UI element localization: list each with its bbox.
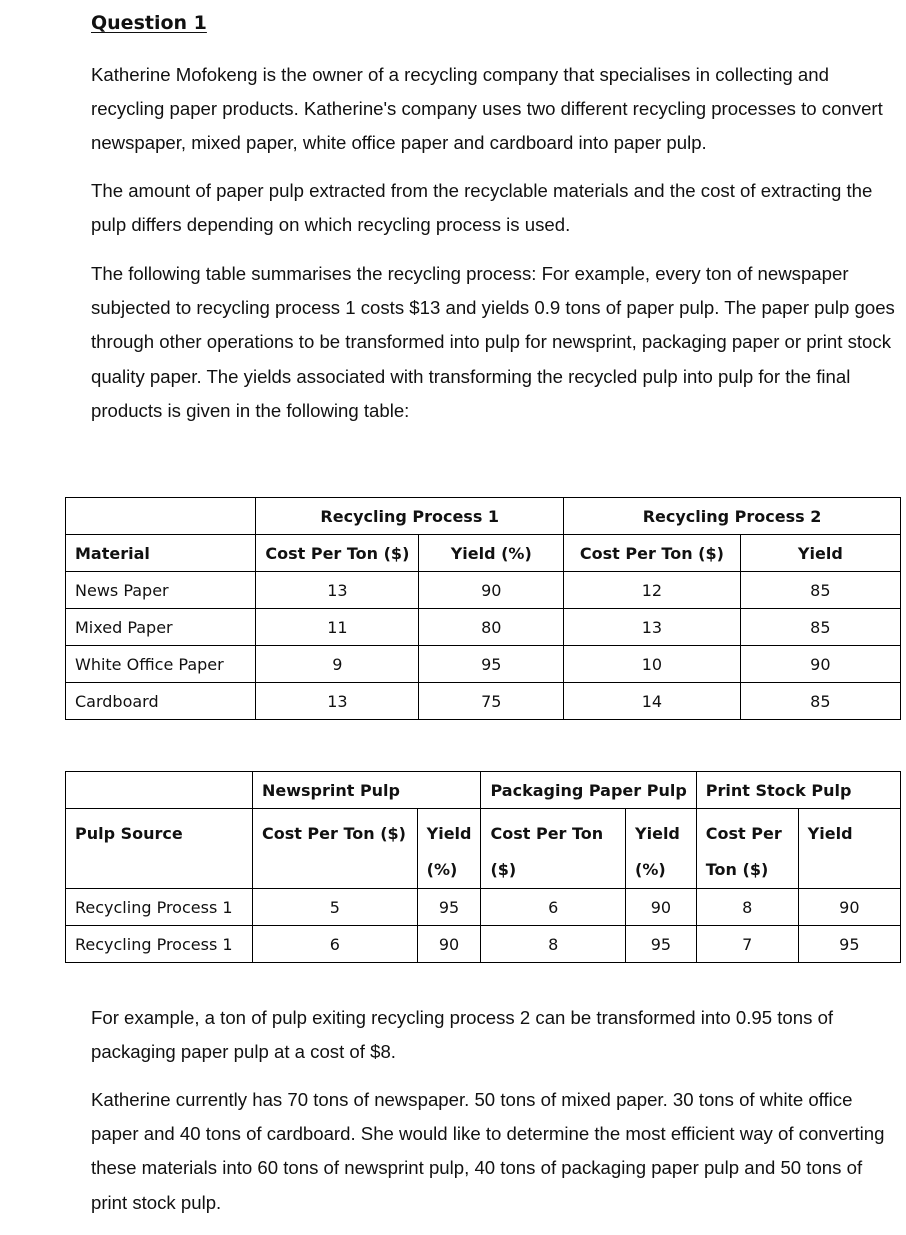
table-cell: 90 (626, 889, 697, 926)
table-header-row (66, 498, 901, 535)
table-header-row (66, 535, 901, 572)
table-cell: 90 (417, 926, 481, 963)
inventory-paragraph: Katherine currently has 70 tons of newspaper. 50 tons of mixed paper. 30 tons of white office paper and 40 tons of cardboard. She would like to determine the most efficient way of converting these materials into 60 tons of newsprint pulp, 40 tons of packaging paper pulp and 50 tons of print stock pulp. (91, 1089, 885, 1213)
col-header-newsprint-yield: Yield (%) (417, 809, 481, 889)
col-header-newsprint-cost: Cost Per Ton ($) (252, 809, 417, 889)
material-cell: News Paper (66, 572, 256, 609)
group-header-process-1: Recycling Process 1 (256, 498, 564, 535)
table-cell: 13 (564, 609, 741, 646)
table-header-row (66, 772, 901, 809)
col-header-cost-p2: Cost Per Ton ($) (564, 535, 741, 572)
table-cell: 5 (252, 889, 417, 926)
table-cell: 13 (256, 572, 419, 609)
table-cell: 14 (564, 683, 741, 720)
col-header-packaging-yield: Yield (%) (626, 809, 697, 889)
table-row (66, 683, 901, 720)
material-cell: Mixed Paper (66, 609, 256, 646)
table-cell: 10 (564, 646, 741, 683)
table-cell: 95 (417, 889, 481, 926)
col-header-print-stock-yield: Yield (798, 809, 900, 889)
col-header-cost-p1: Cost Per Ton ($) (256, 535, 419, 572)
table-cell: 13 (256, 683, 419, 720)
material-cell: White Office Paper (66, 646, 256, 683)
pulp-source-cell: Recycling Process 1 (66, 889, 253, 926)
recycling-process-table (65, 497, 901, 720)
empty-header-cell (66, 498, 256, 535)
table-cell: 11 (256, 609, 419, 646)
table-cell: 90 (798, 889, 900, 926)
pulp-source-table (65, 771, 901, 963)
example-paragraph: For example, a ton of pulp exiting recycling process 2 can be transformed into 0.95 tons of packaging paper pulp at a cost of $8. (91, 1007, 834, 1063)
table-cell: 80 (419, 609, 564, 646)
question-heading: Question 1 (91, 12, 207, 34)
table-cell: 6 (252, 926, 417, 963)
group-header-print-stock: Print Stock Pulp (696, 772, 900, 809)
col-header-yield-p2: Yield (740, 535, 900, 572)
table-cell: 6 (481, 889, 626, 926)
group-header-process-2: Recycling Process 2 (564, 498, 901, 535)
group-header-newsprint: Newsprint Pulp (252, 772, 481, 809)
table-cell: 12 (564, 572, 741, 609)
col-header-packaging-cost: Cost Per Ton ($) (481, 809, 626, 889)
table-row (66, 609, 901, 646)
table-row (66, 572, 901, 609)
table-cell: 7 (696, 926, 798, 963)
table-cell: 85 (740, 572, 900, 609)
table-cell: 75 (419, 683, 564, 720)
table-cell: 85 (740, 683, 900, 720)
col-header-material: Material (66, 535, 256, 572)
material-cell: Cardboard (66, 683, 256, 720)
table-row (66, 926, 901, 963)
table-description-paragraph: The following table summarises the recycling process: For example, every ton of newspaper subjected to recycling process 1 costs $13 and yields 0.9 tons of paper pulp. The paper pulp goes through other operations to be transformed into pulp for newsprint, packaging paper or print stock quality paper. The yields associated with transforming the recycled pulp into pulp for the final products is given in the following table: (91, 263, 895, 421)
empty-header-cell (66, 772, 253, 809)
table-row (66, 646, 901, 683)
table-header-row (66, 809, 901, 889)
table-cell: 90 (419, 572, 564, 609)
table-row (66, 889, 901, 926)
table-cell: 85 (740, 609, 900, 646)
pulp-source-cell: Recycling Process 1 (66, 926, 253, 963)
table-cell: 95 (626, 926, 697, 963)
col-header-yield-p1: Yield (%) (419, 535, 564, 572)
col-header-pulp-source: Pulp Source (66, 809, 253, 889)
table-cell: 8 (696, 889, 798, 926)
col-header-print-stock-cost: Cost Per Ton ($) (696, 809, 798, 889)
table-cell: 9 (256, 646, 419, 683)
group-header-packaging: Packaging Paper Pulp (481, 772, 696, 809)
table-cell: 90 (740, 646, 900, 683)
cost-paragraph: The amount of paper pulp extracted from the recyclable materials and the cost of extracting the pulp differs depending on which recycling process is used. (91, 180, 873, 236)
table-cell: 8 (481, 926, 626, 963)
table-cell: 95 (798, 926, 900, 963)
intro-paragraph: Katherine Mofokeng is the owner of a recycling company that specialises in collecting and recycling paper products. Katherine's company uses two different recycling processes to convert newspaper, mixed paper, white office paper and cardboard into paper pulp. (91, 64, 883, 154)
table-cell: 95 (419, 646, 564, 683)
